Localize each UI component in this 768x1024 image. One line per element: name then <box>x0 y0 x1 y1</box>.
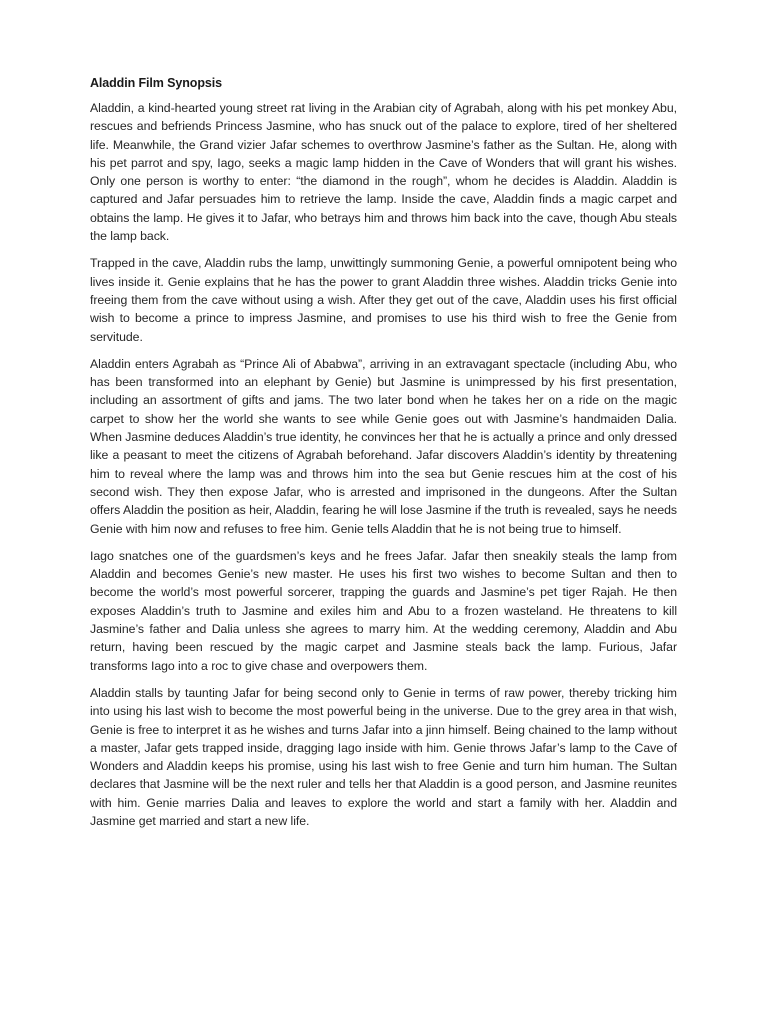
paragraph: Trapped in the cave, Aladdin rubs the lamp, unwittingly summoning Genie, a powerful omnipotent being who lives inside it. Genie explains that he has the power to grant Aladdin three wishes. Aladdin tricks Genie into freeing them from the cave without using a wish. After they get out of the cave, Aladdin uses his first official wish to become a prince to impress Jasmine, and promises to use his third wish to free the Genie from servitude. <box>90 256 677 344</box>
document-page <box>90 76 677 839</box>
paragraph: Iago snatches one of the guardsmen’s keys and he frees Jafar. Jafar then sneakily steals the lamp from Aladdin and becomes Genie’s new master. He uses his first two wishes to become Sultan and then to become the world’s most powerful sorcerer, trapping the guards and Jasmine’s pet tiger Rajah. He then exposes Aladdin’s truth to Jasmine and exiles him and Abu to a frozen wasteland. He threatens to kill Jasmine’s father and Dalia unless she agrees to marry him. At the wedding ceremony, Aladdin and Abu return, having been rescued by the magic carpet and Jasmine steals back the lamp. Furious, Jafar transforms Iago into a roc to give chase and overpowers them. <box>90 548 677 673</box>
paragraph: Aladdin enters Agrabah as “Prince Ali of Ababwa”, arriving in an extravagant spectacle (including Abu, who has been transformed into an elephant by Genie) but Jasmine is unimpressed by his first presentation, including an assortment of gifts and jams. The two later bond when he takes her on a ride on the magic carpet to show her the world she wants to see while Genie goes out with Jasmine’s handmaiden Dalia. When Jasmine deduces Aladdin’s true identity, he convinces her that he is actually a prince and only dressed like a peasant to meet the citizens of Agrabah beforehand. Jafar discovers Aladdin’s identity by threatening him to reveal where the lamp was and throws him into the sea but Genie rescues him at the cost of his second wish. They then expose Jafar, who is arrested and imprisoned in the dungeons. After the Sultan offers Aladdin the position as heir, Aladdin, fearing he will lose Jasmine if the truth is revealed, says he needs Genie with him now and refuses to free him. Genie tells Aladdin that he is not being true to himself. <box>90 356 677 536</box>
paragraph: Aladdin, a kind-hearted young street rat living in the Arabian city of Agrabah, along with his pet monkey Abu, rescues and befriends Princess Jasmine, who has snuck out of the palace to explore, tired of her sheltered life. Meanwhile, the Grand vizier Jafar schemes to overthrow Jasmine’s father as the Sultan. He, along with his pet parrot and spy, Iago, seeks a magic lamp hidden in the Cave of Wonders that will grant his wishes. Only one person is worthy to enter: “the diamond in the rough”, whom he decides is Aladdin. Aladdin is captured and Jafar persuades him to retrieve the lamp. Inside the cave, Aladdin finds a magic carpet and obtains the lamp. He gives it to Jafar, who betrays him and throws him back into the cave, though Abu steals the lamp back. <box>90 101 677 244</box>
document-title: Aladdin Film Synopsis <box>90 76 222 90</box>
paragraph: Aladdin stalls by taunting Jafar for being second only to Genie in terms of raw power, thereby tricking him into using his last wish to become the most powerful being in the universe. Due to the grey area in that wish, Genie is free to interpret it as he wishes and turns Jafar into a jinn himself. Being chained to the lamp without a master, Jafar gets trapped inside, dragging Iago inside with him. Genie throws Jafar’s lamp to the Cave of Wonders and Aladdin keeps his promise, using his last wish to free Genie and turn him human. The Sultan declares that Jasmine will be the next ruler and tells her that Aladdin is a good person, and Jasmine reunites with him. Genie marries Dalia and leaves to explore the world and start a family with her. Aladdin and Jasmine get married and start a new life. <box>90 685 677 828</box>
